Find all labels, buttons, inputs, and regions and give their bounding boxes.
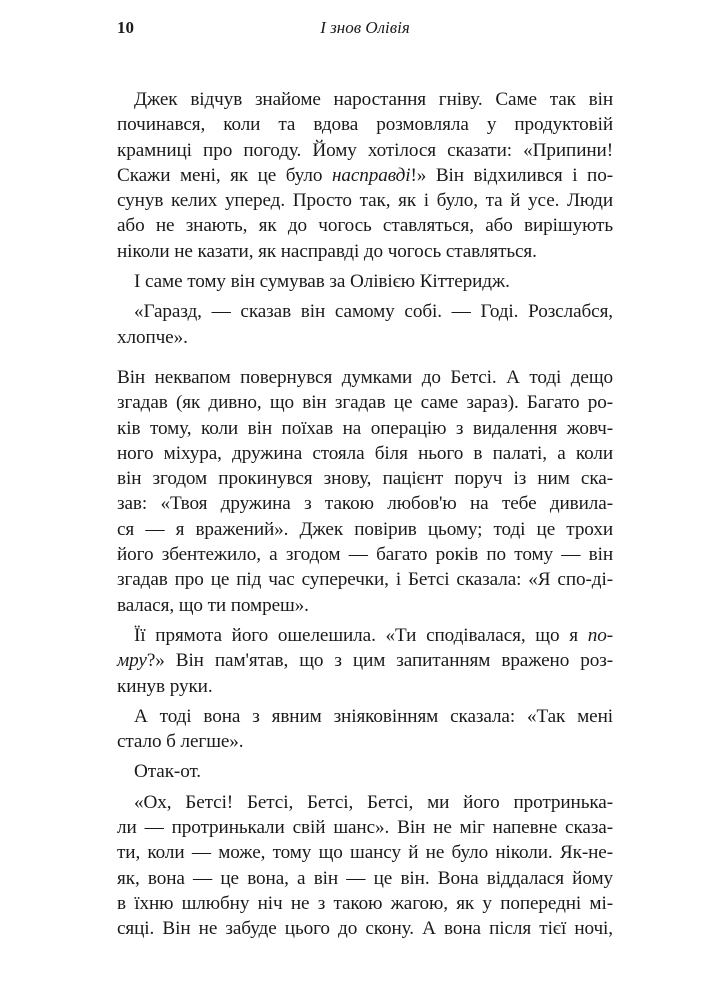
running-title: І знов Олівія (320, 18, 410, 37)
line-text: згадав про це під час суперечки, і Бетсі сказала: «Я спо-ді- (117, 569, 613, 591)
line-text: зав: «Твоя дружина з такою любов'ю на тебе дивила- (117, 493, 613, 515)
line-text: валася, що ти помреш». (117, 594, 309, 616)
line-text: !» Він відхилився і по- (410, 164, 613, 186)
text-line (117, 269, 613, 294)
text-line (117, 866, 613, 891)
text-line (117, 704, 613, 729)
emphasis-text: насправді (331, 164, 411, 186)
line-text: сунув келих уперед. Просто так, як і було, та й усе. Люди (117, 190, 613, 212)
line-text: стало б легше». (117, 731, 244, 753)
line-text: сяці. Він не забуде цього до скону. А вона після тієї ночі, (117, 918, 613, 940)
text-line (117, 416, 613, 441)
emphasis-text: по- (587, 624, 613, 646)
line-text: ся — я вражений». Джек повірив цьому; тоді це трохи (117, 518, 613, 540)
text-line (117, 112, 613, 137)
line-text: або не знають, як до чогось ставляться, або вирішують (117, 215, 613, 237)
text-line (117, 648, 613, 673)
text-line (117, 87, 613, 112)
line-text: його збентежило, а згодом — багато років по тому — він (117, 544, 613, 566)
line-text: Її прямота його ошелешила. «Ти сподівалася, що я (134, 624, 588, 646)
text-line (117, 891, 613, 916)
text-line (117, 365, 613, 390)
line-text: ?» Він пам'ятав, що з цим запитанням вражено роз- (146, 650, 613, 672)
text-line (117, 674, 613, 699)
text-line (117, 542, 613, 567)
text-line (117, 567, 613, 592)
text-line (117, 138, 613, 163)
line-text: кинув руки. (117, 675, 213, 697)
text-block-bottom (117, 365, 613, 942)
line-text: ли — протринькали свій шанс». Він не міг напевне сказа- (117, 817, 613, 839)
emphasis-text: мру (117, 650, 147, 672)
line-text: Скажи мені, як це було (117, 164, 332, 186)
line-text: «Ох, Бетсі! Бетсі, Бетсі, Бетсі, ми його протринька- (134, 791, 613, 813)
text-line (117, 729, 613, 754)
line-text: крамниці про погоду. Йому хотілося сказати: «Припини! (117, 139, 613, 161)
text-line (117, 840, 613, 865)
line-text: ків тому, коли він поїхав на операцію з видалення жовч- (117, 417, 613, 439)
line-text: І саме тому він сумував за Олівією Кіттеридж. (134, 271, 510, 293)
text-line (117, 299, 613, 324)
text-line (117, 441, 613, 466)
text-line (117, 790, 613, 815)
text-block-top (117, 87, 613, 350)
line-text: ти, коли — може, тому що шансу й не було ніколи. Як-не- (117, 842, 613, 864)
text-line (117, 593, 613, 618)
text-line (117, 517, 613, 542)
page-header (117, 18, 613, 44)
text-line (117, 213, 613, 238)
line-text: Він неквапом повернувся думками до Бетсі. А тоді дещо (117, 367, 613, 388)
line-text: Джек відчув знайоме наростання гніву. Саме так він (134, 89, 613, 110)
page-number: 10 (117, 18, 134, 37)
line-text: хлопче». (117, 326, 188, 348)
text-line (117, 916, 613, 941)
line-text: А тоді вона з явним зніяковінням сказала: «Так мені (134, 705, 613, 727)
text-line (117, 491, 613, 516)
text-line (117, 188, 613, 213)
line-text: ного міхура, дружина стояла біля нього в палаті, а коли (117, 442, 613, 464)
line-text: Отак-от. (134, 761, 201, 783)
text-line (117, 325, 613, 350)
text-line (117, 163, 613, 188)
text-line (117, 815, 613, 840)
text-line (117, 390, 613, 415)
line-text: він згодом прокинувся знову, пацієнт поруч із ним ска- (117, 468, 613, 490)
line-text: як, вона — це вона, а він — це він. Вона віддалася йому (117, 867, 613, 889)
text-line (117, 239, 613, 264)
text-line (117, 759, 613, 784)
line-text: ніколи не казати, як насправді до чогось ставляться. (117, 240, 537, 262)
line-text: починався, коли та вдова розмовляла у продуктовій (117, 114, 613, 136)
line-text: згадав (як дивно, що він згадав це саме зараз). Багато ро- (117, 392, 613, 414)
text-line (117, 466, 613, 491)
text-line (117, 623, 613, 648)
line-text: «Гаразд, — сказав він самому собі. — Годі. Розслабся, (134, 301, 613, 323)
line-text: в їхню шлюбну ніч не з такою жагою, як у попередні мі- (117, 892, 613, 914)
